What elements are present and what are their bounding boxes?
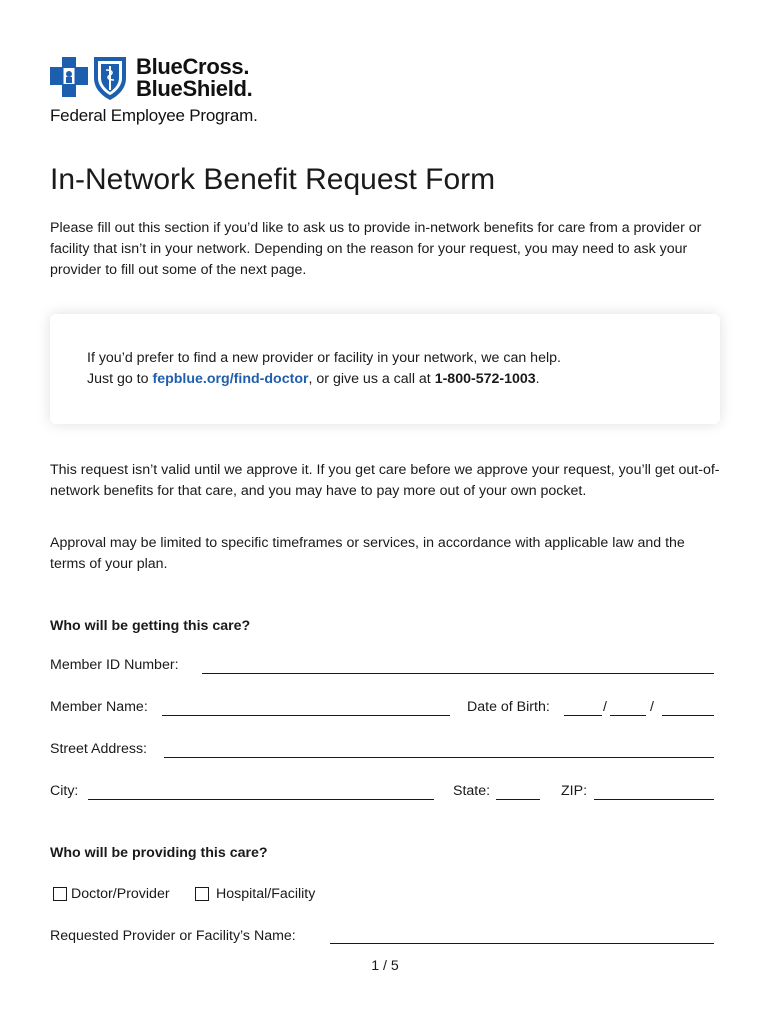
doctor-provider-label: Doctor/Provider: [71, 886, 170, 902]
dob-separator-1: /: [603, 699, 607, 715]
state-field[interactable]: [496, 799, 540, 800]
zip-field[interactable]: [594, 799, 714, 800]
validity-paragraph: This request isn’t valid until we approve it. If you get care before we approve your request, you’ll get out-of-network benefits for that care, and you may have to pay more out of your own pocket.: [50, 462, 720, 499]
zip-label: ZIP:: [561, 783, 588, 799]
city-label: City:: [50, 783, 79, 799]
callout-prefix: Just go to: [87, 371, 153, 387]
callout-middle: , or give us a call at: [308, 371, 435, 387]
doctor-provider-checkbox[interactable]: [53, 887, 67, 901]
member-id-label: Member ID Number:: [50, 657, 179, 673]
provider-name-field[interactable]: [330, 943, 714, 944]
bcbs-logo: [50, 54, 290, 130]
page-number: 1 / 5: [371, 958, 399, 974]
callout-text: [87, 348, 561, 390]
find-doctor-link[interactable]: fepblue.org/find-doctor: [152, 371, 309, 387]
dob-year-field[interactable]: [662, 715, 714, 716]
phone-number: 1-800-572-1003: [434, 371, 536, 387]
member-name-field[interactable]: [162, 715, 450, 716]
state-label: State:: [453, 783, 491, 799]
section-recipient-heading: Who will be getting this care?: [50, 618, 251, 634]
cross-shield-icon: [50, 54, 130, 102]
provider-name-label: Requested Provider or Facility’s Name:: [50, 928, 296, 944]
city-field[interactable]: [88, 799, 434, 800]
member-id-field[interactable]: [202, 673, 714, 674]
street-address-field[interactable]: [164, 757, 714, 758]
approval-paragraph: Approval may be limited to specific timeframes or services, in accordance with applicable law and the terms of your plan.: [50, 535, 685, 572]
brand-bluecross: BlueCross.: [136, 54, 250, 79]
intro-paragraph: Please fill out this section if you’d like to ask us to provide in-network benefits for care from a provider or facility that isn’t in your network. Depending on the reason for your request, you may need to ask your provider to fill out some of the next page.: [50, 220, 702, 278]
find-provider-callout: [50, 314, 720, 424]
dob-day-field[interactable]: [610, 715, 646, 716]
brand-program: Federal Employee Program.: [50, 106, 258, 125]
dob-month-field[interactable]: [564, 715, 602, 716]
dob-separator-2: /: [650, 699, 654, 715]
hospital-facility-label: Hospital/Facility: [216, 886, 316, 902]
callout-line1: If you’d prefer to find a new provider or facility in your network, we can help.: [87, 350, 561, 366]
street-address-label: Street Address:: [50, 741, 147, 757]
callout-suffix: .: [535, 371, 540, 387]
page-title: In-Network Benefit Request Form: [50, 163, 496, 196]
member-name-label: Member Name:: [50, 699, 148, 715]
section-provider-heading: Who will be providing this care?: [50, 845, 268, 861]
hospital-facility-checkbox[interactable]: [195, 887, 209, 901]
dob-label: Date of Birth:: [467, 699, 550, 715]
brand-blueshield: BlueShield.: [136, 76, 253, 101]
